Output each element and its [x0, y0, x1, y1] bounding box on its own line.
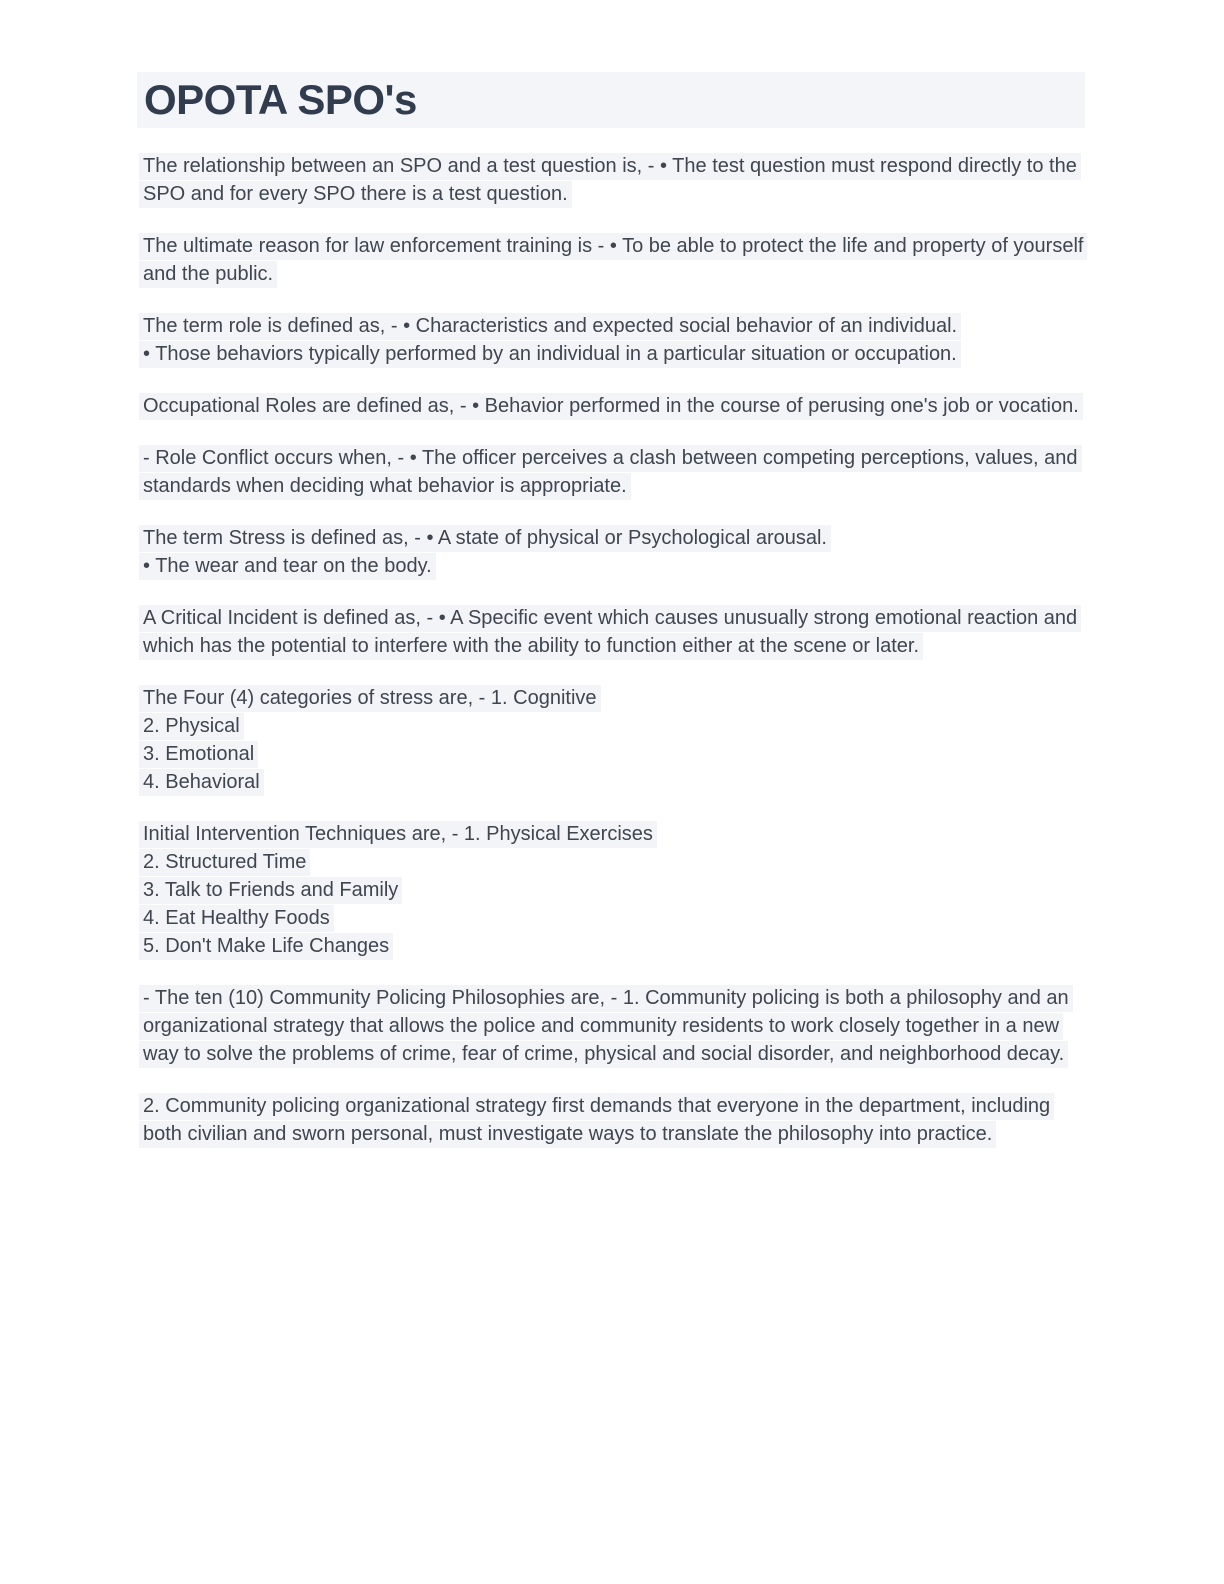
paragraph-line: A Critical Incident is defined as, - • A Specific event which causes unusually strong emotional reaction and which has the potential to interfere with the ability to function either at the scene or later. — [139, 605, 1081, 660]
page-title-bar — [137, 72, 1085, 128]
paragraph — [143, 152, 1085, 208]
document-body — [143, 152, 1085, 1148]
page-title: OPOTA SPO's — [144, 76, 417, 123]
paragraph — [143, 684, 1085, 796]
paragraph-line: The Four (4) categories of stress are, - 1. Cognitive — [139, 685, 601, 712]
paragraph — [143, 392, 1085, 420]
paragraph-line: 3. Talk to Friends and Family — [139, 877, 402, 904]
paragraph — [143, 1092, 1085, 1148]
paragraph-line: 4. Behavioral — [139, 769, 264, 796]
document-content — [137, 72, 1085, 1172]
paragraph — [143, 232, 1085, 288]
paragraph-line: • Those behaviors typically performed by an individual in a particular situation or occupation. — [139, 341, 961, 368]
paragraph — [143, 312, 1085, 368]
paragraph-line: 5. Don't Make Life Changes — [139, 933, 393, 960]
paragraph-line: - The ten (10) Community Policing Philosophies are, - 1. Community policing is both a philosophy and an organizational strategy that allows the police and community residents to work closely together in a new way to solve the problems of crime, fear of crime, physical and social disorder, and neighborhood decay. — [139, 985, 1073, 1068]
paragraph-line: Initial Intervention Techniques are, - 1. Physical Exercises — [139, 821, 657, 848]
paragraph-line: 4. Eat Healthy Foods — [139, 905, 334, 932]
paragraph-line: The term Stress is defined as, - • A state of physical or Psychological arousal. — [139, 525, 831, 552]
paragraph-line: 2. Physical — [139, 713, 244, 740]
paragraph-line: Occupational Roles are defined as, - • Behavior performed in the course of perusing one's job or vocation. — [139, 393, 1083, 420]
paragraph-line: The term role is defined as, - • Characteristics and expected social behavior of an individual. — [139, 313, 961, 340]
paragraph — [143, 984, 1085, 1068]
paragraph — [143, 820, 1085, 960]
paragraph-line: The ultimate reason for law enforcement training is - • To be able to protect the life and property of yourself and the public. — [139, 233, 1087, 288]
paragraph-line: • The wear and tear on the body. — [139, 553, 436, 580]
paragraph — [143, 604, 1085, 660]
paragraph-line: 3. Emotional — [139, 741, 258, 768]
paragraph-line: The relationship between an SPO and a test question is, - • The test question must respond directly to the SPO and for every SPO there is a test question. — [139, 153, 1081, 208]
paragraph — [143, 524, 1085, 580]
paragraph — [143, 444, 1085, 500]
paragraph-line: - Role Conflict occurs when, - • The officer perceives a clash between competing perceptions, values, and standards when deciding what behavior is appropriate. — [139, 445, 1082, 500]
paragraph-line: 2. Structured Time — [139, 849, 310, 876]
paragraph-line: 2. Community policing organizational strategy first demands that everyone in the department, including both civilian and sworn personal, must investigate ways to translate the philosophy into practice. — [139, 1093, 1054, 1148]
